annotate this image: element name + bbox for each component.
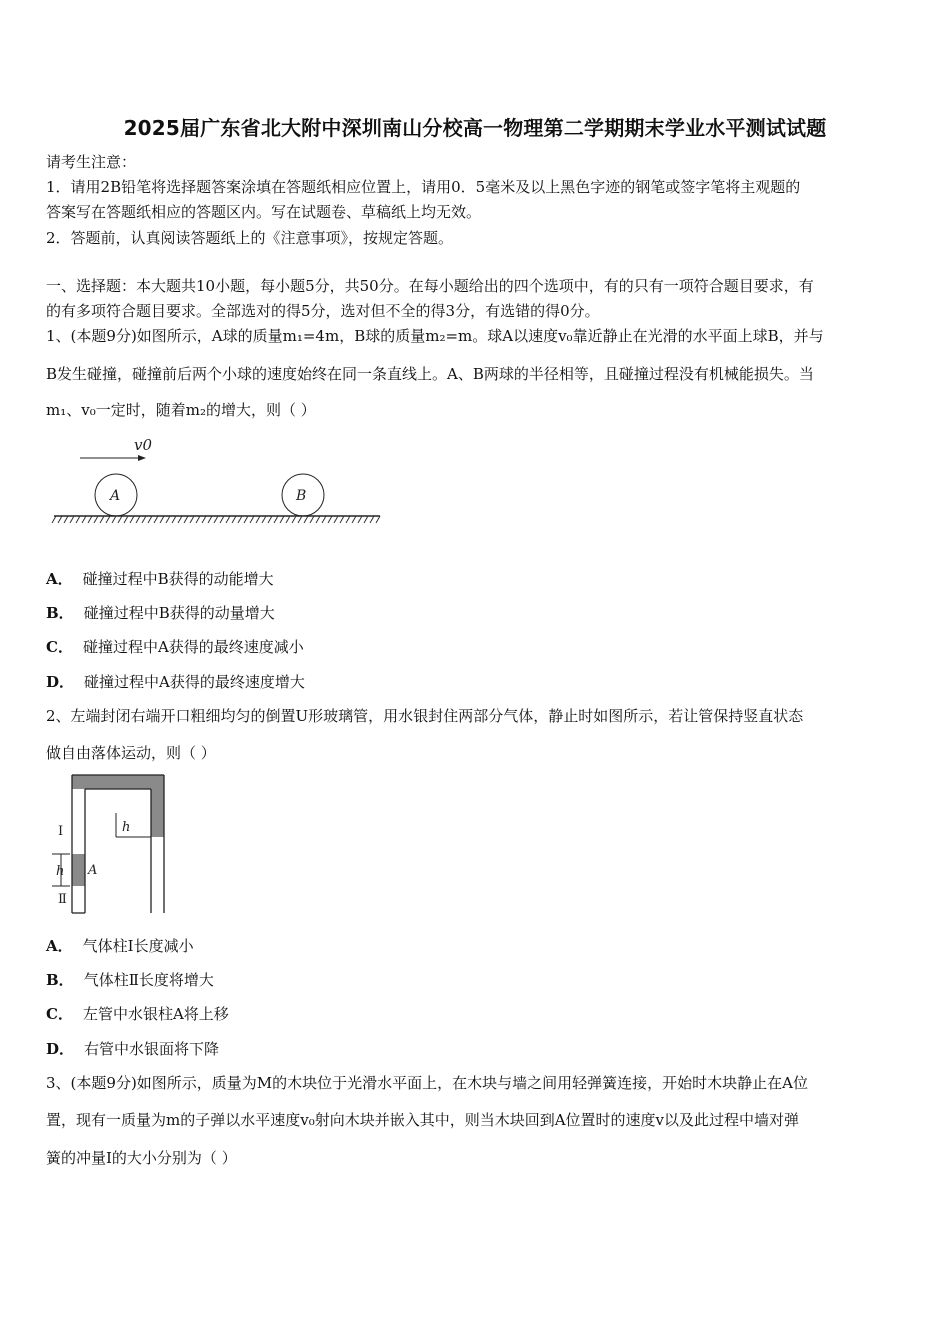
mercury-column-a — [72, 854, 85, 886]
q1-option-a-label: A． — [46, 570, 73, 588]
mercury-top — [72, 775, 164, 789]
q2-option-a-text: 气体柱Ⅰ长度减小 — [82, 937, 194, 955]
q1-option-a-text: 碰撞过程中B获得的动能增大 — [82, 570, 274, 588]
notice-heading: 请考生注意： — [46, 153, 137, 171]
q2-u-tube-figure — [46, 775, 176, 915]
notice-item-1-line-1: 1．请用2B铅笔将选择题答案涂填在答题纸相应位置上，请用0．5毫米及以上黑色字迹的钢笔或签字笔将主观题的 — [46, 178, 801, 196]
exam-title: 2025届广东省北大附中深圳南山分校高一物理第二学期期末学业水平测试试题 — [123, 116, 827, 140]
q2-stem-line-2: 做自由落体运动，则（ ） — [46, 744, 216, 762]
q1-stem-line-2: B发生碰撞，碰撞前后两个小球的速度始终在同一条直线上。A、B两球的半径相等，且碰撞过程没有机械能损失。当 — [46, 365, 814, 383]
q1-option-c-text: 碰撞过程中A获得的最终速度减小 — [82, 638, 304, 656]
q1-option-b-label: B． — [46, 604, 74, 622]
q2-option-a-label: A． — [46, 937, 73, 955]
q1-collision-figure — [50, 432, 390, 532]
q1-option-c[interactable] — [46, 637, 304, 657]
q2-option-b[interactable] — [46, 970, 214, 990]
label-gas-ii: Ⅱ — [58, 892, 67, 907]
q2-stem-line-1: 2、左端封闭右端开口粗细均匀的倒置U形玻璃管，用水银封住两部分气体，静止时如图所示，若让管保持竖直状态 — [46, 707, 804, 725]
ball-b-label: B — [296, 488, 307, 504]
q2-option-c[interactable] — [46, 1004, 229, 1024]
notice-item-1-line-2: 答案写在答题纸相应的答题区内。写在试题卷、草稿纸上均无效。 — [46, 203, 482, 221]
label-h-top: h — [122, 820, 131, 835]
label-h-side: h — [56, 864, 65, 879]
q1-option-d-text: 碰撞过程中A获得的最终速度增大 — [84, 673, 305, 691]
q1-option-b-text: 碰撞过程中B获得的动量增大 — [83, 604, 275, 622]
q1-option-b[interactable] — [46, 603, 275, 623]
q2-option-d-label: D． — [46, 1040, 75, 1058]
section-instructions-line-2: 的有多项符合题目要求。全部选对的得5分，选对但不全的得3分，有选错的得0分。 — [46, 302, 600, 320]
label-gas-i: Ⅰ — [58, 824, 64, 839]
section-instructions-line-1: 一、选择题：本大题共10小题，每小题5分，共50分。在每小题给出的四个选项中，有的只有一项符合题目要求，有 — [46, 277, 814, 295]
q2-option-d[interactable] — [46, 1039, 219, 1059]
mercury-right-column — [151, 789, 164, 837]
velocity-arrowhead — [138, 455, 146, 461]
q3-stem-line-1: 3、(本题9分)如图所示，质量为M的木块位于光滑水平面上，在木块与墙之间用轻弹簧连接，开始时木块静止在A位 — [46, 1074, 808, 1092]
q2-option-a[interactable] — [46, 936, 194, 956]
q2-option-c-text: 左管中水银柱A将上移 — [82, 1005, 229, 1023]
q1-option-d[interactable] — [46, 672, 305, 692]
q1-option-d-label: D． — [46, 673, 75, 691]
velocity-label: v0 — [134, 436, 153, 454]
ball-a-label: A — [110, 488, 121, 504]
q2-option-b-text: 气体柱Ⅱ长度将增大 — [83, 971, 214, 989]
notice-item-2: 2．答题前，认真阅读答题纸上的《注意事项》，按规定答题。 — [46, 229, 454, 247]
q1-option-a[interactable] — [46, 569, 274, 589]
q2-option-d-text: 右管中水银面将下降 — [84, 1040, 220, 1058]
q3-stem-line-2: 置，现有一质量为m的子弹以水平速度v₀射向木块并嵌入其中，则当木块回到A位置时的速度v以及此过程中墙对弹 — [46, 1111, 800, 1129]
q1-option-c-label: C． — [46, 638, 73, 656]
q1-stem-line-3: m₁、v₀一定时，随着m₂的增大，则（ ） — [46, 401, 316, 419]
q1-stem-line-1: 1、(本题9分)如图所示，A球的质量m₁=4m，B球的质量m₂=m。球A以速度v₀靠近静止在光滑的水平面上球B，并与 — [46, 327, 824, 345]
q2-option-b-label: B． — [46, 971, 74, 989]
ground-hatching — [52, 516, 380, 523]
q2-option-c-label: C． — [46, 1005, 73, 1023]
label-mercury-a: A — [88, 863, 98, 878]
q3-stem-line-3: 簧的冲量I的大小分别为（ ） — [46, 1149, 237, 1167]
